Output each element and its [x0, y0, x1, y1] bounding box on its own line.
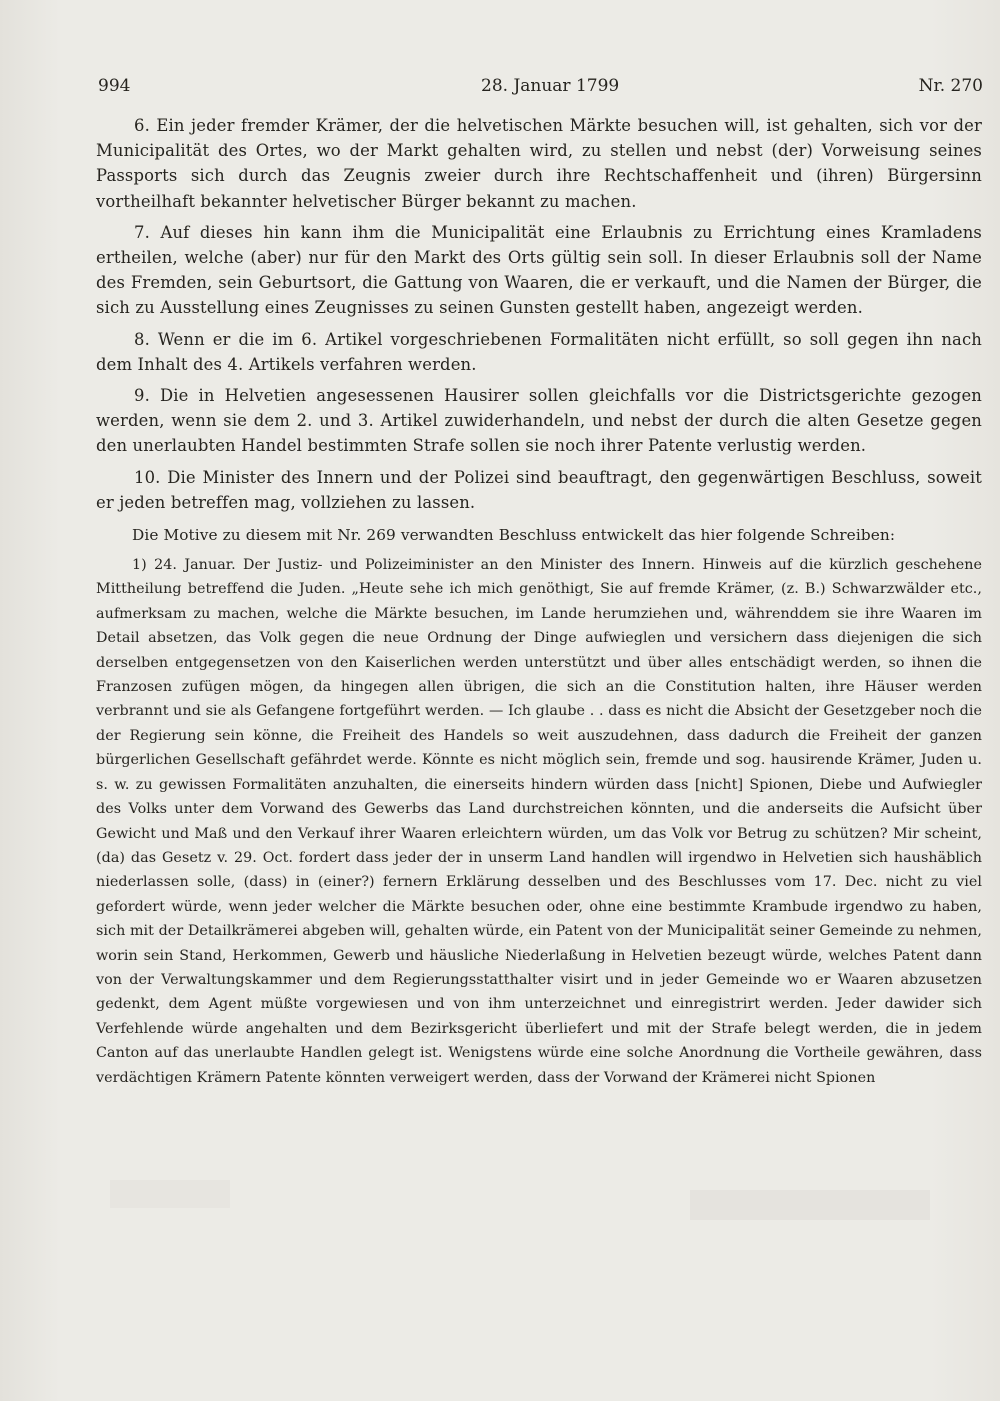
motive-intro: Die Motive zu diesem mit Nr. 269 verwandten Beschluss entwickelt das hier folgende Schreiben: [132, 526, 896, 545]
article-paragraph: 6. Ein jeder fremder Krämer, der die helvetischen Märkte besuchen will, ist gehalten, sich vor der Municipalität des Ortes, wo der Markt gehalten wird, zu stellen und nebst (der) Vorweisung seines Passports sich durch das Zeugnis zweier durch ihre Rechtschaffenheit und (ihren) Bürgersinn vortheilhaft bekannter helvetischer Bürger bekannt zu machen. [96, 116, 982, 211]
letter-text: 1) 24. Januar. Der Justiz- und Polizeiminister an den Minister des Innern. Hinweis auf die kürzlich geschehene Mittheilung betreffend die Juden. „Heute sehe ich mich genöthigt, Sie auf fremde Krämer, (z. B.) Schwarzwälder etc., aufmerksam zu machen, welche die Märkte besuchen, im Lande herumziehen und, währenddem sie ihre Waaren im Detail absetzen, das Volk gegen die neue Ordnung der Dinge aufwieglen und versichern dass diejenigen die sich derselben entgegensetzen von den Kaiserlichen werden unterstützt und über alles entschädigt werden, so ihnen die Franzosen zufügen mögen, da hingegen allen übrigen, die sich an die Constitution halten, ihre Häuser werden verbrannt und sie als Gefangene fortgeführt werden. — Ich glaube . . dass es nicht die Absicht der Gesetzgeber noch die der Regierung sein könne, die Freiheit des Handels so weit auszudehnen, dass dadurch die Freiheit der ganzen bürgerlichen Gesellschaft gefährdet werde. Könnte es nicht möglich sein, fremde und sog. hausirende Krämer, Juden u. s. w. zu gewissen Formalitäten anzuhalten, die einerseits hindern würden dass [nicht] Spionen, Diebe und Aufwiegler des Volks unter dem Vorwand des Gewerbs das Land durchstreichen könnten, und die anderseits die Aufsicht über Gewicht und Maß und den Verkauf ihrer Waaren erleichtern würden, um das Volk vor Betrug zu schützen? Mir scheint, (da) das Gesetz v. 29. Oct. fordert dass jeder der in unserm Land handlen will irgendwo in Helvetien sich haushäblich niederlassen solle, (dass) in (einer?) fernern Erklärung desselben und des Beschlusses vom 17. Dec. nicht zu viel gefordert würde, wenn jeder welcher die Märkte besuchen oder, ohne eine bestimmte Krambude irgendwo zu haben, sich mit der Detailkrämerei abgeben will, gehalten würde, ein Patent von der Municipalität seiner Gemeinde zu nehmen, worin sein Stand, Herkommen, Gewerb und häusliche Niederlaßung in Helvetien bezeugt würde, welches Patent dann von der Verwaltungskammer und dem Regierungsstatthalter visirt und in jeder Gemeinde wo er Waaren abzusetzen gedenkt, dem Agent müßte vorgewiesen und von ihm unterzeichnet und einregistrirt werden. Jeder dawider sich Verfehlende würde angehalten und dem Bezirksgericht überliefert und mit der Strafe belegt werden, die in jedem Canton auf das unerlaubte Handlen gelegt ist. Wenigstens würde eine solche Anordnung die Vortheile gewähren, dass verdächtigen Krämern Patente könnten verweigert werden, dass der Vorwand der Krämerei nicht Spionen [96, 557, 982, 1086]
article-paragraph: 8. Wenn er die im 6. Artikel vorgeschriebenen Formalitäten nicht erfüllt, so soll gegen ihn nach dem Inhalt des 4. Artikels verfahren werden. [96, 329, 982, 374]
article-paragraph: 7. Auf dieses hin kann ihm die Municipalität eine Erlaubnis zu Errichtung eines Kramladens ertheilen, welche (aber) nur für den Markt des Orts gültig sein soll. In dieser Erlaubnis soll der Name des Fremden, sein Geburtsort, die Gattung von Waaren, die er verkauft, und die Namen der Bürger, die sich zu Ausstellung eines Zeugnisses zu seinen Gunsten gestellt haben, angezeigt werden. [96, 222, 982, 318]
page-number: 994 [98, 76, 131, 96]
header-date: 28. Januar 1799 [481, 76, 620, 96]
header-number: Nr. 270 [918, 76, 983, 96]
page-header [96, 76, 986, 106]
article-paragraph: 9. Die in Helvetien angesessenen Hausirer sollen gleichfalls vor die Districtsgerichte gezogen werden, wenn sie dem 2. und 3. Artikel zuwiderhandeln, und nebst der durch die alten Gesetze gegen den unerlaubten Handel bestimmten Strafe sollen sie noch ihrer Patente verlustig werden. [96, 386, 982, 456]
document-body [96, 113, 982, 1090]
article-paragraph: 10. Die Minister des Innern und der Polizei sind beauftragt, den gegenwärtigen Beschluss, soweit er jeden betreffen mag, vollziehen zu lassen. [96, 467, 982, 512]
